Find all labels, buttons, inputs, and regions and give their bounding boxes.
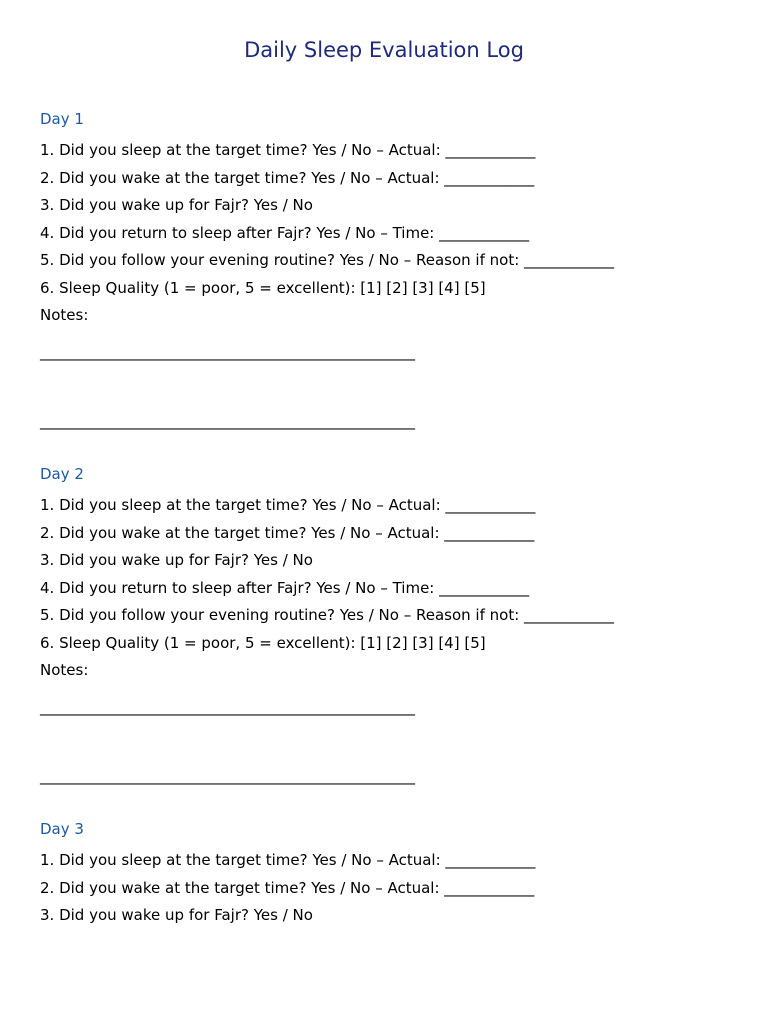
note-line: __________________________________________________ [40,343,415,361]
day-1-section [40,109,740,431]
question-wake-fajr: 3. Did you wake up for Fajr? Yes / No [40,551,313,569]
notes-label: Notes: [40,661,89,679]
question-wake-target: 2. Did you wake at the target time? Yes / No – Actual: ____________ [40,168,535,187]
question-evening-routine: 5. Did you follow your evening routine? Yes / No – Reason if not: ____________ [40,251,615,269]
question-evening-routine: 5. Did you follow your evening routine? Yes / No – Reason if not: ____________ [40,606,615,624]
day-3-section [40,819,740,933]
question-sleep-quality: 6. Sleep Quality (1 = poor, 5 = excellent): [1] [2] [3] [4] [5] [40,278,486,297]
day-2-section [40,464,740,786]
question-sleep-target: 1. Did you sleep at the target time? Yes / No – Actual: ____________ [40,496,536,514]
question-sleep-target: 1. Did you sleep at the target time? Yes / No – Actual: ____________ [40,141,536,159]
question-sleep-quality: 6. Sleep Quality (1 = poor, 5 = excellent): [1] [2] [3] [4] [5] [40,633,486,652]
note-line: __________________________________________________ [40,698,415,716]
notes-label: Notes: [40,306,89,324]
question-return-sleep: 4. Did you return to sleep after Fajr? Yes / No – Time: ____________ [40,223,530,242]
question-wake-target: 2. Did you wake at the target time? Yes / No – Actual: ____________ [40,878,535,897]
day-heading: Day 3 [40,820,84,838]
day-heading: Day 1 [40,110,84,128]
question-sleep-target: 1. Did you sleep at the target time? Yes / No – Actual: ____________ [40,851,536,869]
page-title: Daily Sleep Evaluation Log [244,38,524,62]
day-heading: Day 2 [40,465,84,483]
question-wake-fajr: 3. Did you wake up for Fajr? Yes / No [40,196,313,214]
question-return-sleep: 4. Did you return to sleep after Fajr? Yes / No – Time: ____________ [40,578,530,597]
question-wake-fajr: 3. Did you wake up for Fajr? Yes / No [40,906,313,924]
note-line: __________________________________________________ [40,412,415,430]
question-wake-target: 2. Did you wake at the target time? Yes / No – Actual: ____________ [40,523,535,542]
note-line: __________________________________________________ [40,767,415,785]
